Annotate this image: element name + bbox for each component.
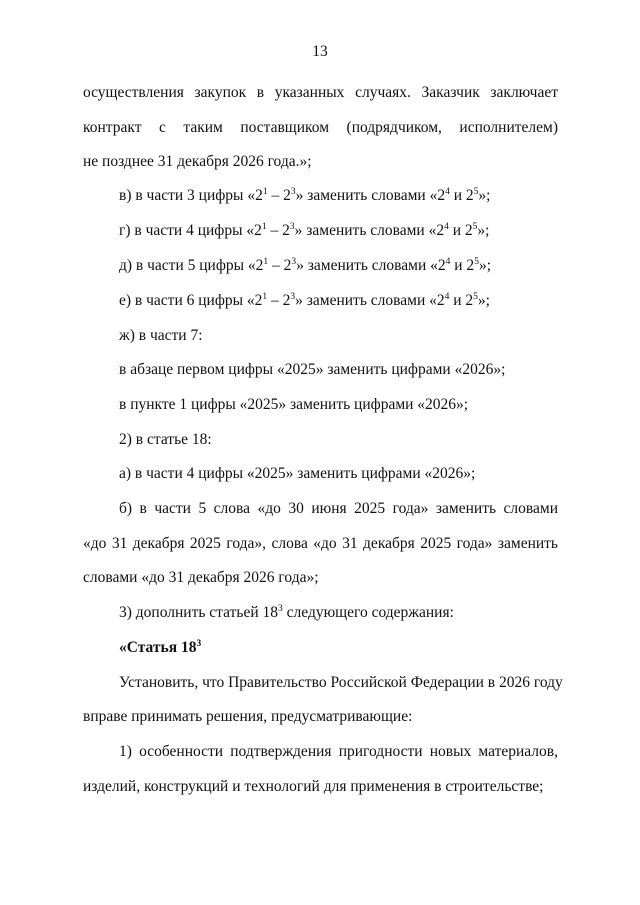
paragraph-line: осуществления закупок в указанных случаях. Заказчик заключает (83, 84, 558, 101)
paragraph-line: «до 31 декабря 2025 года», слова «до 31 декабря 2025 года» заменить (83, 535, 558, 552)
article-heading: «Статья $18^3$ (119, 639, 202, 656)
paragraph-line: в пункте 1 цифры «2025» заменить цифрами «2026»; (119, 396, 469, 413)
paragraph-line: 1) особенности подтверждения пригодности новых материалов, (119, 743, 558, 760)
amendment-item-d: д) в части 5 цифры «$2^1 - 2^3$» заменить словами «$2^4$ и $2^5$»; (119, 257, 491, 274)
paragraph-line: в абзаце первом цифры «2025» заменить цифрами «2026»; (119, 361, 506, 378)
paragraph-line: б) в части 5 слова «до 30 июня 2025 года» заменить словами (119, 500, 558, 517)
amendment-item-v: в) в части 3 цифры «$2^1 - 2^3$» заменить словами «$2^4$ и $2^5$»; (119, 187, 491, 204)
amendment-item-g: г) в части 4 цифры «$2^1 - 2^3$» заменить словами «$2^4$ и $2^5$»; (119, 222, 490, 239)
paragraph-line: Установить, что Правительство Российской Федерации в 2026 году (119, 674, 563, 691)
amendment-item-e: е) в части 6 цифры «$2^1 - 2^3$» заменить словами «$2^4$ и $2^5$»; (119, 292, 490, 309)
paragraph-line: изделий, конструкций и технологий для применения в строительстве; (83, 778, 544, 795)
paragraph-line: не позднее 31 декабря 2026 года.»; (83, 153, 312, 170)
amendment-item-zh: ж) в части 7: (119, 327, 203, 344)
paragraph-line: вправе принимать решения, предусматривающие: (83, 708, 413, 725)
paragraph-line: 3) дополнить статьей $18^3$ следующего содержания: (119, 604, 454, 621)
paragraph-line: контракт с таким поставщиком (подрядчиком, исполнителем) (83, 119, 558, 136)
page-number: 13 (312, 43, 328, 60)
paragraph-line: словами «до 31 декабря 2026 года»; (83, 569, 319, 586)
paragraph-line: 2) в статье 18: (119, 431, 212, 448)
paragraph-line: а) в части 4 цифры «2025» заменить цифрами «2026»; (119, 465, 476, 482)
